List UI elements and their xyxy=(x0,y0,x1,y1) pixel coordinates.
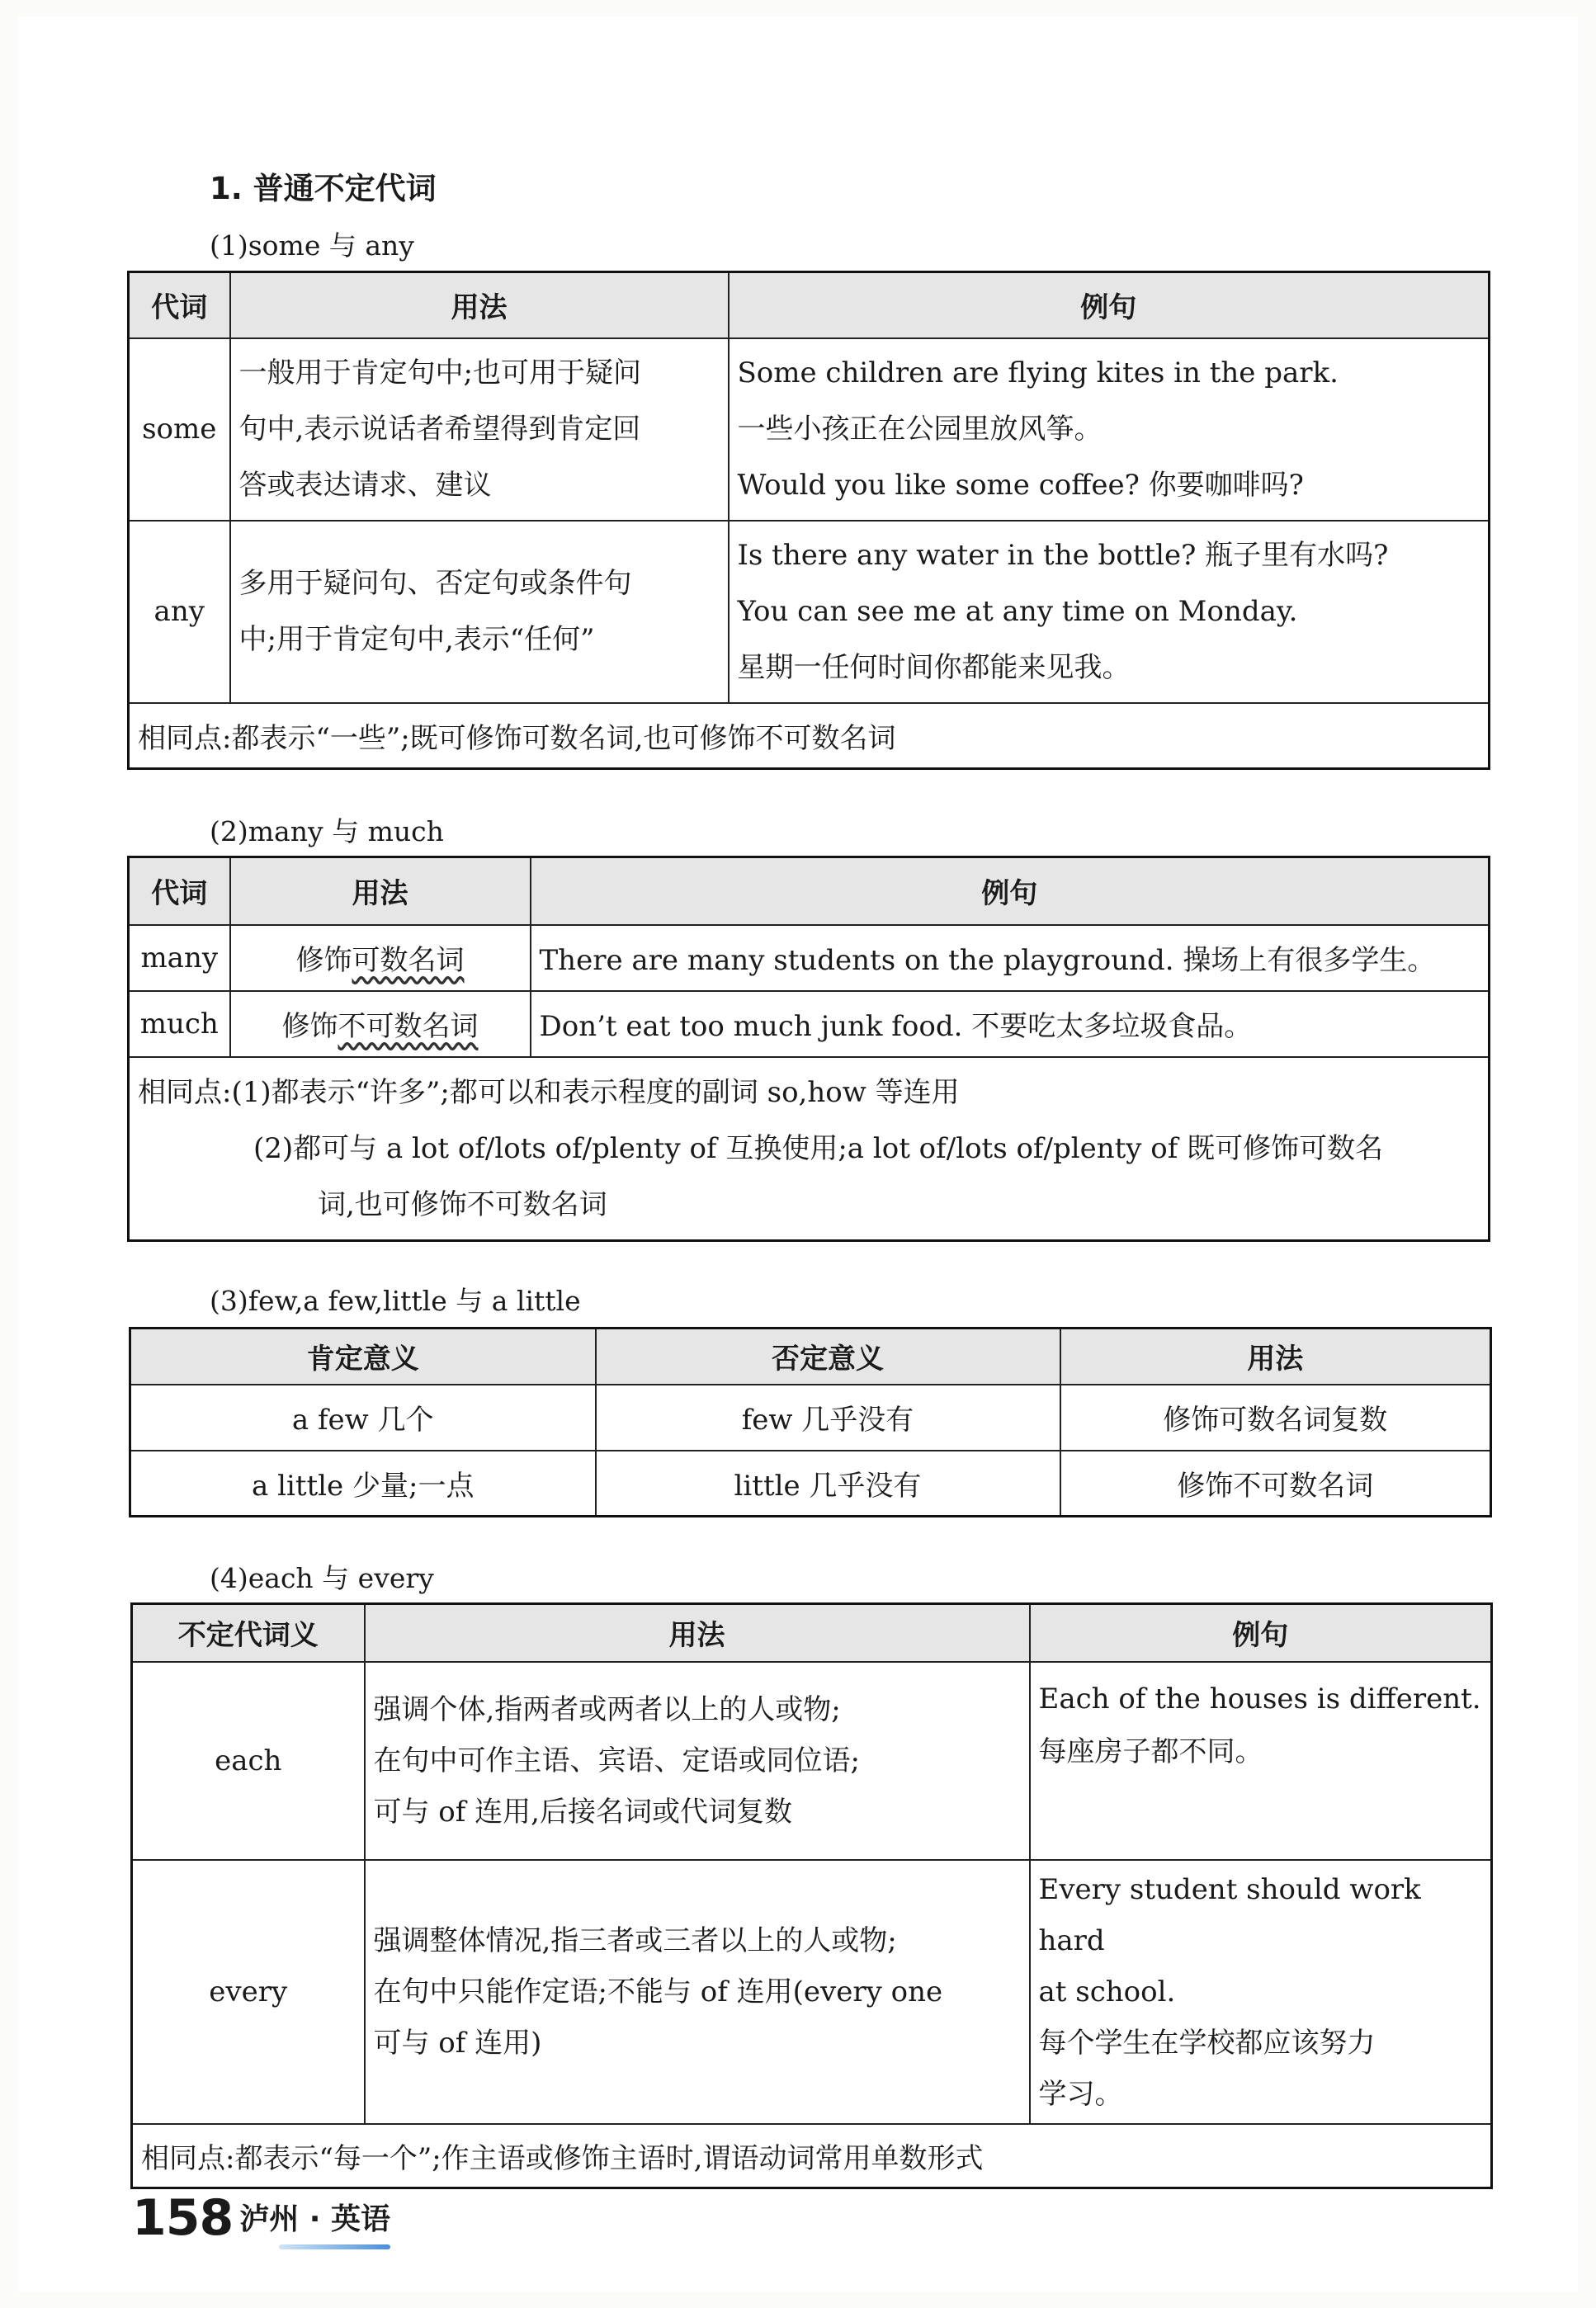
usage-line: 中;用于肯定句中,表示“任何” xyxy=(238,623,595,656)
example-line: Some children are flying kites in the park. xyxy=(737,356,1339,389)
pronoun-cell: every xyxy=(132,1860,365,2124)
usage-cell xyxy=(365,1860,1030,2124)
col-header-negative: 否定意义 xyxy=(596,1329,1060,1385)
pronoun-cell: many xyxy=(129,925,230,991)
col-header-meaning: 不定代词义 xyxy=(132,1604,365,1662)
each-every-table xyxy=(130,1602,1493,2189)
few-little-table xyxy=(129,1327,1492,1517)
col-header-usage: 用法 xyxy=(365,1604,1030,1662)
subsection-each-every: (4)each 与 every xyxy=(210,1562,434,1594)
col-header-positive: 肯定意义 xyxy=(130,1329,596,1385)
usage-line: 句中,表示说话者希望得到肯定回 xyxy=(238,413,641,446)
usage-line: 强调整体情况,指三者或三者以上的人或物; xyxy=(373,1923,897,1957)
example-line: 学习。 xyxy=(1038,2077,1123,2111)
usage-cell xyxy=(230,991,531,1057)
example-cell xyxy=(1030,1662,1492,1860)
usage-line: 在句中可作主语、宾语、定语或同位语; xyxy=(373,1744,860,1777)
col-header-usage: 用法 xyxy=(230,857,531,925)
example-line: 星期一任何时间你都能来见我。 xyxy=(737,651,1131,684)
common-line: (2)都可与 a lot of/lots of/plenty of 互换使用;a lot of/lots of/plenty of 既可修饰可数名 xyxy=(253,1131,1384,1165)
subsection-many-much: (2)many 与 much xyxy=(210,815,444,847)
table-row xyxy=(129,521,1490,703)
usage-cell xyxy=(230,338,729,521)
table-row xyxy=(129,338,1490,521)
table-row xyxy=(132,1662,1492,1860)
usage-cell: 修饰不可数名词 xyxy=(1060,1451,1491,1517)
col-header-example: 例句 xyxy=(531,857,1490,925)
subsection-few-little: (3)few,a few,little 与 a little xyxy=(210,1285,581,1317)
table-row xyxy=(130,1385,1491,1451)
negative-cell: little 几乎没有 xyxy=(596,1451,1060,1517)
example-line: Is there any water in the bottle? 瓶子里有水吗? xyxy=(737,539,1389,572)
example-line: 一些小孩正在公园里放风筝。 xyxy=(737,413,1103,446)
usage-cell xyxy=(365,1662,1030,1860)
usage-line: 可与 of 连用) xyxy=(373,2026,542,2060)
pronoun-cell: each xyxy=(132,1662,365,1860)
usage-emphasis: 不可数名词 xyxy=(338,1010,479,1043)
usage-line: 可与 of 连用,后接名词或代词复数 xyxy=(373,1795,792,1829)
book-title-text: 泸州 · 英语 xyxy=(239,2202,390,2236)
example-line: 每个学生在学校都应该努力 xyxy=(1038,2026,1376,2060)
usage-line: 多用于疑问句、否定句或条件句 xyxy=(238,567,632,600)
col-header-pronoun: 代词 xyxy=(129,272,230,338)
example-cell xyxy=(1030,1860,1492,2124)
usage-prefix: 修饰 xyxy=(281,1010,338,1043)
some-any-table xyxy=(127,271,1490,770)
book-title xyxy=(239,2196,390,2243)
example-line: You can see me at any time on Monday. xyxy=(737,595,1298,628)
table-row xyxy=(129,991,1490,1057)
example-line: Would you like some coffee? 你要咖啡吗? xyxy=(737,469,1304,502)
col-header-example: 例句 xyxy=(729,272,1490,338)
common-point xyxy=(129,1057,1490,1241)
example-line: Every student should work hard xyxy=(1038,1872,1421,1957)
common-line: 词,也可修饰不可数名词 xyxy=(318,1187,607,1221)
title-underline-bar xyxy=(279,2244,390,2249)
table-row xyxy=(132,1860,1492,2124)
example-line: Each of the houses is different. xyxy=(1038,1682,1481,1716)
positive-cell: a little 少量;一点 xyxy=(130,1451,596,1517)
negative-cell: few 几乎没有 xyxy=(596,1385,1060,1451)
col-header-usage: 用法 xyxy=(1060,1329,1491,1385)
usage-line: 答或表达请求、建议 xyxy=(238,469,492,502)
example-cell: Don’t eat too much junk food. 不要吃太多垃圾食品。 xyxy=(531,991,1490,1057)
example-cell: There are many students on the playground. 操场上有很多学生。 xyxy=(531,925,1490,991)
col-header-usage: 用法 xyxy=(230,272,729,338)
positive-cell: a few 几个 xyxy=(130,1385,596,1451)
section-title: 1. 普通不定代词 xyxy=(210,171,437,206)
pronoun-cell: any xyxy=(129,521,230,703)
example-line: 每座房子都不同。 xyxy=(1038,1735,1263,1768)
col-header-pronoun: 代词 xyxy=(129,857,230,925)
usage-cell: 修饰可数名词复数 xyxy=(1060,1385,1491,1451)
usage-cell xyxy=(230,521,729,703)
pronoun-cell: much xyxy=(129,991,230,1057)
pronoun-cell: some xyxy=(129,338,230,521)
table-row xyxy=(130,1451,1491,1517)
many-much-table xyxy=(127,856,1490,1242)
usage-line: 在句中只能作定语;不能与 of 连用(every one xyxy=(373,1975,943,2008)
table-row xyxy=(129,925,1490,991)
usage-emphasis: 可数名词 xyxy=(352,944,465,977)
page xyxy=(18,17,1578,2291)
page-number: 158 xyxy=(132,2189,234,2247)
usage-line: 强调个体,指两者或两者以上的人或物; xyxy=(373,1692,841,1726)
common-point: 相同点:都表示“每一个”;作主语或修饰主语时,谓语动词常用单数形式 xyxy=(132,2124,1492,2188)
usage-cell xyxy=(230,925,531,991)
page-footer xyxy=(132,2189,390,2247)
col-header-example: 例句 xyxy=(1030,1604,1492,1662)
example-cell xyxy=(729,521,1490,703)
subsection-some-any: (1)some 与 any xyxy=(210,229,414,262)
common-point: 相同点:都表示“一些”;既可修饰可数名词,也可修饰不可数名词 xyxy=(129,703,1490,769)
example-line: at school. xyxy=(1038,1975,1176,2008)
usage-line: 一般用于肯定句中;也可用于疑问 xyxy=(238,356,641,389)
usage-prefix: 修饰 xyxy=(295,944,352,977)
common-line: 相同点:(1)都表示“许多”;都可以和表示程度的副词 so,how 等连用 xyxy=(138,1075,960,1109)
example-cell xyxy=(729,338,1490,521)
